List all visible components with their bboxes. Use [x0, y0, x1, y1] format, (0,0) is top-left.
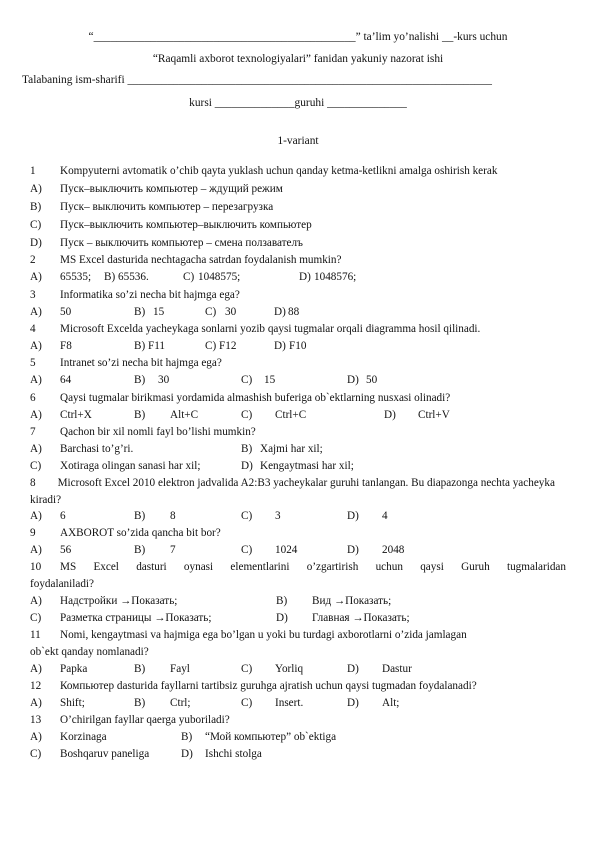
question-text-line2: ob`ekt qanday nomlanadi?: [30, 646, 149, 658]
option-letter: D): [347, 510, 359, 522]
option-letter: C): [30, 612, 42, 624]
option-text: Barchasi to’g’ri.: [60, 443, 134, 455]
option-text: 88: [288, 306, 300, 318]
option-letter: A): [30, 544, 42, 556]
option-text: Dastur: [382, 663, 412, 675]
option-letter: A): [30, 306, 42, 318]
question-number: 9: [30, 527, 36, 539]
question-number: 5: [30, 357, 36, 369]
option-text: Пуск–выключить компьютер – ждущий режим: [60, 183, 283, 195]
option-text: 8: [170, 510, 176, 522]
option-letter: D): [347, 374, 359, 386]
option-text: F8: [60, 340, 72, 352]
option-letter: B): [134, 374, 146, 386]
option-letter: B): [134, 510, 146, 522]
option-letter: C): [183, 271, 195, 283]
question-number: 13: [30, 714, 42, 726]
option-text: Korzinaga: [60, 731, 107, 743]
option-text: 30: [158, 374, 170, 386]
question-number: 3: [30, 289, 36, 301]
option-text: Xotiraga olingan sanasi har xil;: [60, 460, 201, 472]
option-text: Ctrl+X: [60, 409, 92, 421]
option-letter: C): [30, 460, 42, 472]
option-text: Пуск–выключить компьютер–выключить компьютер: [60, 219, 312, 231]
question-text-line1: MS Excel dasturi oynasi elementlarini o’zgartirish uchun qaysi Guruh tugmalaridan: [60, 561, 566, 573]
option-letter: D): [241, 460, 253, 472]
option-letter: B): [134, 340, 146, 352]
option-letter: C): [241, 697, 253, 709]
question-text-line2: foydalaniladi?: [30, 578, 94, 590]
option-letter: C): [241, 409, 253, 421]
option-text: 7: [170, 544, 176, 556]
option-text: Пуск – выключить компьютер – смена ползавателъ: [60, 237, 303, 249]
option-letter: D): [347, 663, 359, 675]
option-text: Papka: [60, 663, 88, 675]
question-text: Informatika so’zi necha bit hajmga ega?: [60, 289, 240, 301]
question-number: 2: [30, 254, 36, 266]
question-text: Kompyuterni avtomatik o’chib qayta yuklash uchun qanday ketma-ketlikni amalga oshirish kerak: [60, 165, 498, 177]
option-text: Разметка страницы →Показать;: [60, 612, 212, 624]
option-letter: D): [276, 612, 288, 624]
option-letter: B): [241, 443, 253, 455]
option-text: Alt+C: [170, 409, 199, 421]
question-text-line1: Nomi, kengaytmasi va hajmiga ega bo’lgan u yoki bu turdagi axborotlarni o’zida jamlagan: [60, 629, 467, 641]
option-text: 50: [60, 306, 72, 318]
option-text: 50: [366, 374, 378, 386]
question-number: 1: [30, 165, 36, 177]
option-letter: B): [30, 201, 42, 213]
option-text: 1024: [275, 544, 298, 556]
option-text: 64: [60, 374, 72, 386]
option-text: F11: [148, 340, 165, 352]
option-letter: B): [134, 663, 146, 675]
option-letter: C): [241, 374, 253, 386]
option-letter: D): [299, 271, 311, 283]
option-letter: C): [241, 663, 253, 675]
option-letter: C): [30, 219, 42, 231]
option-text: Главная →Показать;: [312, 612, 410, 624]
option-text: Ishchi stolga: [205, 748, 262, 760]
question-number: 12: [30, 680, 42, 692]
option-letter: A): [30, 510, 42, 522]
variant-label: 1-variant: [277, 135, 319, 147]
option-text: 65535;: [60, 271, 92, 283]
option-letter: A): [30, 595, 42, 607]
option-text: Xajmi har xil;: [260, 443, 323, 455]
option-letter: B): [181, 731, 193, 743]
option-letter: D): [347, 544, 359, 556]
option-letter: D): [30, 237, 42, 249]
option-text: Ctrl+V: [418, 409, 450, 421]
option-letter: C): [30, 748, 42, 760]
option-letter: B): [134, 409, 146, 421]
course-line: “______________________________________________” ta’lim yo’nalishi __-kurs uchun: [88, 31, 508, 43]
option-text: 2048: [382, 544, 405, 556]
option-text: Пуск– выключить компьютер – перезагрузка: [60, 201, 274, 213]
option-letter: A): [30, 731, 42, 743]
option-text: 65536.: [118, 271, 149, 283]
option-text: Ctrl;: [170, 697, 191, 709]
question-number: 4: [30, 323, 36, 335]
option-letter: B): [134, 544, 146, 556]
option-text: Boshqaruv paneliga: [60, 748, 150, 760]
option-letter: A): [30, 183, 42, 195]
option-text: Kengaytmasi har xil;: [260, 460, 354, 472]
question-text: MS Excel dasturida nechtagacha satrdan foydalanish mumkin?: [60, 254, 342, 266]
option-letter: D): [274, 306, 286, 318]
option-letter: D): [347, 697, 359, 709]
option-text: Shift;: [60, 697, 85, 709]
option-text: F12: [219, 340, 237, 352]
question-text: AXBOROT so’zida qancha bit bor?: [60, 527, 221, 539]
question-text: O’chirilgan fayllar qaerga yuboriladi?: [60, 714, 230, 726]
question-text: Microsoft Excel 2010 elektron jadvalida A2:B3 yacheykalar guruhi tanlangan. Bu diapazonga nechta yacheyka kiradi?: [30, 477, 555, 506]
question-text: Qachon bir xil nomli fayl bo’lishi mumkin?: [60, 426, 256, 438]
question-number: 8: [30, 477, 36, 489]
question-text: Intranet so’zi necha bit hajmga ega?: [60, 357, 222, 369]
exam-title: “Raqamli axborot texnologiyalari” fanidan yakuniy nazorat ishi: [152, 53, 444, 65]
question-text: Qaysi tugmalar birikmasi yordamida almashish buferiga ob`ektlarning nusxasi olinadi?: [60, 392, 451, 404]
option-letter: D): [274, 340, 286, 352]
option-text: F10: [289, 340, 307, 352]
option-letter: A): [30, 409, 42, 421]
question-text: Компьютер dasturida fayllarni tartibsiz guruhga ajratish uchun qaysi tugmadan foydalanadi?: [60, 680, 477, 692]
option-letter: C): [205, 340, 217, 352]
option-text: Надстройки →Показать;: [60, 595, 178, 607]
option-text: “Мой компьютер” ob`ektiga: [205, 731, 337, 743]
option-text: Вид →Показать;: [312, 595, 392, 607]
option-text: 30: [225, 306, 237, 318]
option-letter: B): [104, 271, 116, 283]
option-text: Ctrl+C: [275, 409, 307, 421]
option-text: 6: [60, 510, 66, 522]
option-letter: A): [30, 663, 42, 675]
option-text: Insert.: [275, 697, 304, 709]
option-letter: A): [30, 697, 42, 709]
option-text: Yorliq: [275, 663, 304, 675]
question-number: 6: [30, 392, 36, 404]
question-text: Microsoft Excelda yacheykaga sonlarni yozib qaysi tugmalar orqali diagramma hosil qilinadi.: [60, 323, 481, 335]
option-letter: D): [384, 409, 396, 421]
option-letter: B): [276, 595, 288, 607]
option-letter: B): [134, 697, 146, 709]
question-number: 7: [30, 426, 36, 438]
option-text: 15: [264, 374, 276, 386]
option-letter: A): [30, 271, 42, 283]
option-text: 15: [153, 306, 165, 318]
question-8: [30, 475, 566, 508]
student-name-line: Talabaning ism-sharifi ________________________________________________________________: [22, 74, 492, 86]
option-letter: A): [30, 374, 42, 386]
option-letter: D): [181, 748, 193, 760]
option-text: Fayl: [170, 663, 190, 675]
option-letter: A): [30, 340, 42, 352]
option-text: 1048575;: [198, 271, 241, 283]
option-text: 4: [382, 510, 388, 522]
option-letter: C): [205, 306, 217, 318]
option-letter: C): [241, 510, 253, 522]
option-text: 1048576;: [314, 271, 357, 283]
option-text: Alt;: [382, 697, 400, 709]
option-letter: B): [134, 306, 146, 318]
course-group-line: kursi ______________guruhi ______________: [189, 97, 407, 109]
option-letter: C): [241, 544, 253, 556]
option-text: 3: [275, 510, 281, 522]
option-text: 56: [60, 544, 72, 556]
option-letter: A): [30, 443, 42, 455]
question-number: 10: [30, 561, 42, 573]
question-number: 11: [30, 629, 41, 641]
